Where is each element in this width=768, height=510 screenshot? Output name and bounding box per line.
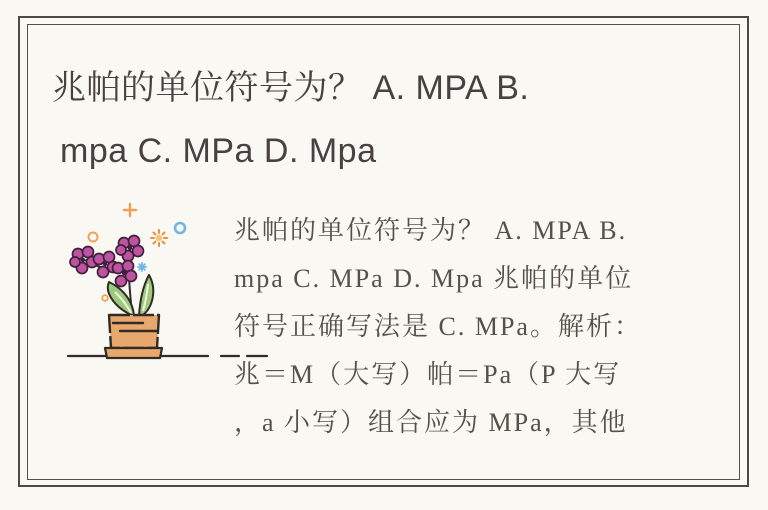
answer-paragraph	[234, 207, 744, 447]
orchid-flowers	[70, 236, 144, 287]
question-title	[52, 57, 529, 183]
blue-ring-sparkle-icon	[175, 223, 185, 233]
answer-line: mpa C. MPa D. Mpa 兆帕的单位	[234, 264, 634, 293]
question-card-frame	[18, 16, 749, 487]
plus-sparkle-icon	[124, 204, 136, 216]
blue-asterisk-sparkle-icon	[138, 263, 146, 271]
flower-cluster	[116, 236, 144, 262]
question-title-line-2: mpa C. MPa D. Mpa	[60, 132, 377, 170]
orange-dot-sparkle-icon	[102, 295, 108, 301]
answer-line: ，a 小写）组合应为 MPa，其他	[234, 408, 628, 437]
flower-pot	[105, 315, 162, 358]
answer-line: 兆帕的单位符号为？ A. MPA B.	[234, 216, 628, 245]
answer-line: 符号正确写法是 C. MPa。解析：	[234, 312, 642, 341]
pot-saucer	[105, 348, 162, 358]
answer-line: 兆＝M（大写）帕＝Pa（P 大写	[234, 360, 622, 389]
question-card-inner-frame	[27, 24, 740, 480]
question-title-line-1: 兆帕的单位符号为？ A. MPA B.	[52, 69, 530, 107]
orange-ring-sparkle-icon	[89, 233, 98, 242]
flower-cluster	[113, 261, 137, 287]
starburst-sparkle-icon	[151, 230, 167, 246]
